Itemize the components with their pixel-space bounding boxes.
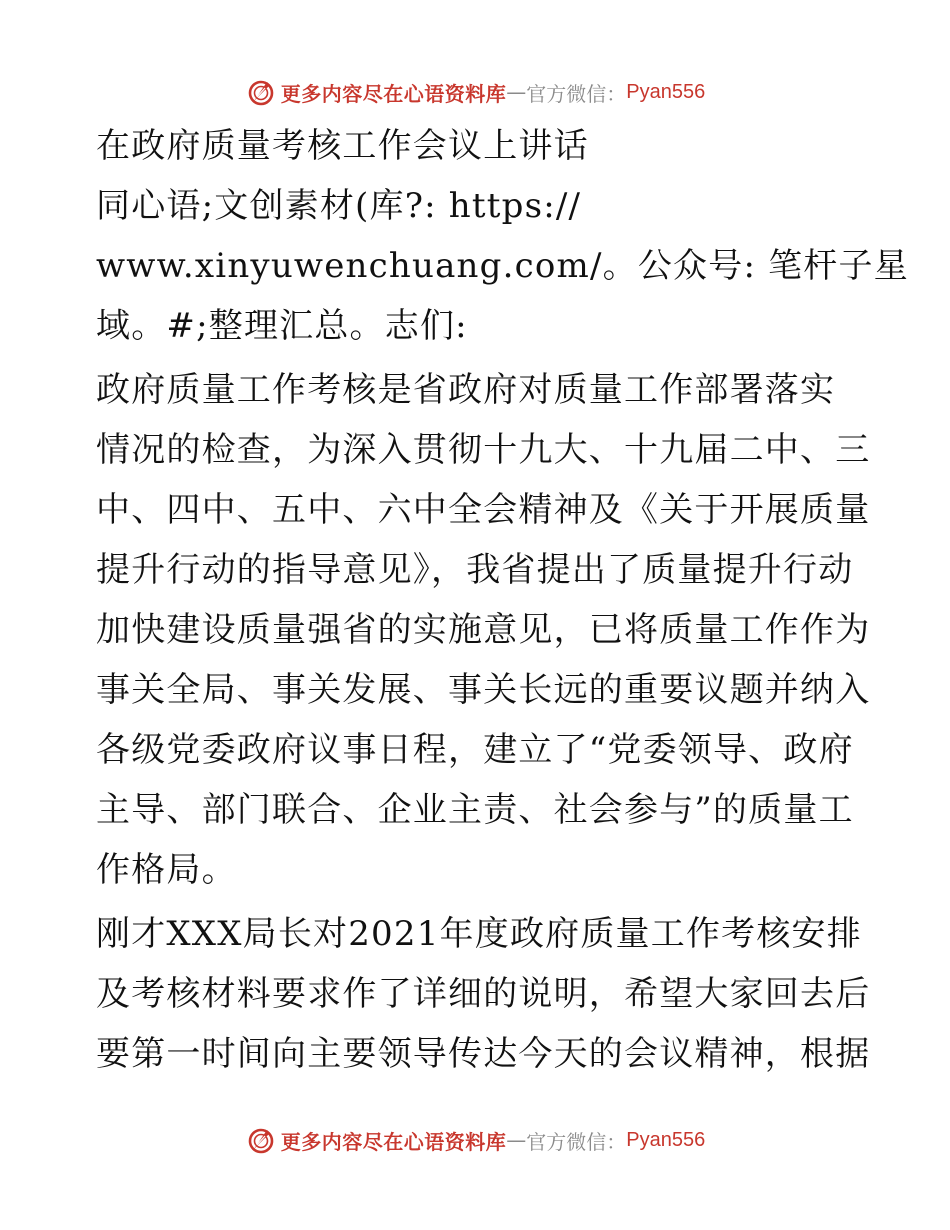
paragraph-line: 加快建设质量强省的实施意见，已将质量工作作为 xyxy=(96,610,871,650)
footer-watermark-banner xyxy=(0,1120,950,1160)
paragraph-line: 作格局。 xyxy=(96,850,237,890)
paragraph-line: 政府质量工作考核是省政府对质量工作部署落实 xyxy=(96,370,836,410)
paragraph-line: 提升行动的指导意见》，我省提出了质量提升行动 xyxy=(96,550,854,590)
banner-wechat-label: 官方微信： xyxy=(526,1129,627,1154)
paragraph-line: 各级党委政府议事日程，建立了“党委领导、政府 xyxy=(96,730,854,770)
source-line: www.xinyuwenchuang.com/。公众号: 笔杆子星 xyxy=(96,246,909,286)
paragraph-line: 情况的检查，为深入贯彻十九大、十九届二中、三 xyxy=(96,430,871,470)
header-watermark-banner xyxy=(0,72,950,112)
document-title: 在政府质量考核工作会议上讲话 xyxy=(96,126,589,166)
banner-separator: — xyxy=(506,80,527,104)
banner-wechat-label: 官方微信： xyxy=(526,81,627,106)
banner-wechat-id: Pyan556 xyxy=(626,80,706,103)
paragraph-line: 要第一时间向主要领导传达今天的会议精神，根据 xyxy=(96,1034,871,1074)
quill-logo-icon xyxy=(245,1124,277,1156)
paragraph-line: 中、四中、五中、六中全会精神及《关于开展质量 xyxy=(96,490,871,530)
paragraph-line: 主导、部门联合、企业主责、社会参与”的质量工 xyxy=(96,790,854,830)
quill-logo-icon xyxy=(245,76,277,108)
paragraph-line: 事关全局、事关发展、事关长远的重要议题并纳入 xyxy=(96,670,871,710)
paragraph-line: 及考核材料要求作了详细的说明，希望大家回去后 xyxy=(96,974,871,1014)
banner-brand-text: 更多内容尽在心语资料库 xyxy=(280,1129,507,1154)
document-body xyxy=(96,124,909,1076)
source-line: 域。#;整理汇总。志们: xyxy=(96,306,468,346)
source-line: 同心语;文创素材(库?: https:// xyxy=(96,186,582,226)
banner-wechat-id: Pyan556 xyxy=(626,1128,706,1151)
banner-brand-text: 更多内容尽在心语资料库 xyxy=(280,81,507,106)
paragraph-line: 刚才XXX局长对2021年度政府质量工作考核安排 xyxy=(96,914,862,954)
banner-separator: — xyxy=(506,1128,527,1152)
